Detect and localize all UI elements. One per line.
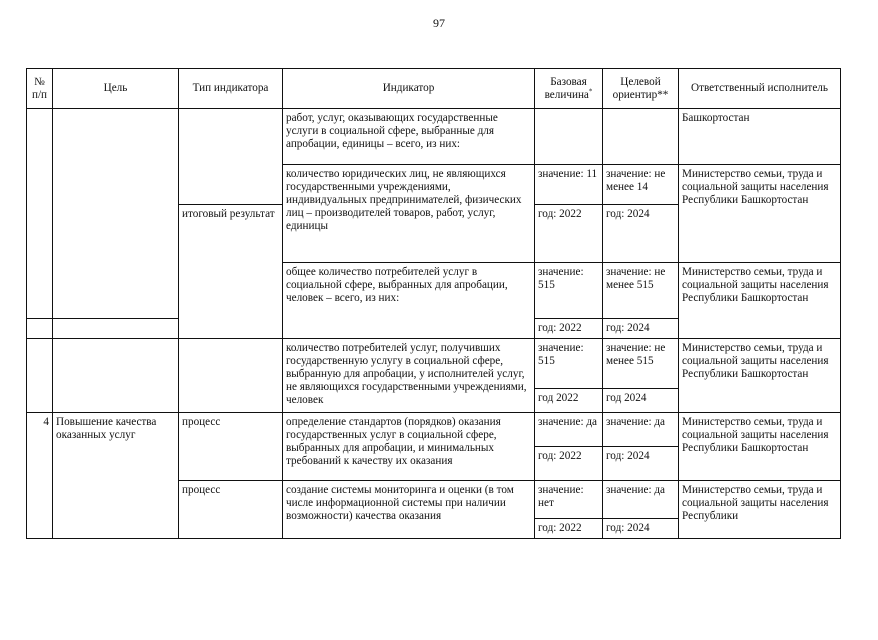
cell-type-cont [179, 339, 283, 413]
cell-target-value: значение: не менее 515 [603, 339, 679, 389]
cell-goal: Повышение качества оказанных услуг [53, 413, 179, 539]
cell-base-year: год 2022 [535, 389, 603, 413]
cell-type: процесс [179, 481, 283, 539]
header-base-star: * [588, 86, 593, 95]
cell-target-year: год: 2024 [603, 447, 679, 481]
cell-type: процесс [179, 413, 283, 481]
cell-executor: Министерство семьи, труда и социальной защиты населения Республики [679, 481, 841, 539]
page-number: 97 [433, 16, 445, 30]
cell-base-value: значение: нет [535, 481, 603, 519]
header-indicator: Индикатор [283, 69, 535, 109]
cell-base-value: значение: 515 [535, 339, 603, 389]
cell-indicator: количество юридических лиц, не являющихся государственными учреждениями, индивидуальных предпринимателей, физических лиц – производителей товаров, работ, услуг, единицы [283, 165, 535, 263]
table-header-row [27, 69, 841, 109]
header-num: № п/п [27, 69, 53, 109]
cell-base-value: значение: 11 [535, 165, 603, 205]
cell-executor: Министерство семьи, труда и социальной защиты населения Республики Башкортостан [679, 339, 841, 413]
cell-target-year: год: 2024 [603, 319, 679, 339]
cell-goal-cont [53, 339, 179, 413]
cell-target [603, 109, 679, 165]
cell-num: 4 [27, 413, 53, 539]
cell-executor: Министерство семьи, труда и социальной защиты населения Республики Башкортостан [679, 413, 841, 481]
cell-indicator: количество потребителей услуг, получивших государственную услугу в социальной сфере, выбранную для апробации, у исполнителей услуг, не являющихся государственными учреждениями, человек [283, 339, 535, 413]
header-type: Тип индикатора [179, 69, 283, 109]
cell-type: итоговый результат [179, 205, 283, 339]
cell-target-year: год 2024 [603, 389, 679, 413]
header-goal: Цель [53, 69, 179, 109]
table-row [27, 109, 841, 165]
cell-base-year: год: 2022 [535, 205, 603, 263]
cell-target-year: год: 2024 [603, 205, 679, 263]
header-base [535, 69, 603, 109]
cell-target-value: значение: да [603, 481, 679, 519]
cell-base-value: значение: 515 [535, 263, 603, 319]
cell-indicator: определение стандартов (порядков) оказания государственных услуг в социальной сфере, выбранных для апробации, и минимальных требований к качеству их оказания [283, 413, 535, 481]
cell-executor: Министерство семьи, труда и социальной защиты населения Республики Башкортостан [679, 165, 841, 263]
cell-base-year: год: 2022 [535, 319, 603, 339]
cell-num-cont [27, 339, 53, 413]
cell-indicator: общее количество потребителей услуг в социальной сфере, выбранных для апробации, человек – всего, из них: [283, 263, 535, 339]
cell-indicator: работ, услуг, оказывающих государственные услуги в социальной сфере, выбранные для апробации, единицы – всего, из них: [283, 109, 535, 165]
cell-indicator: создание системы мониторинга и оценки (в том числе информационной системы при наличии возможности) качества оказания [283, 481, 535, 539]
indicators-table [26, 68, 841, 539]
cell-base [535, 109, 603, 165]
cell-target-year: год: 2024 [603, 519, 679, 539]
cell-base-year: год: 2022 [535, 519, 603, 539]
cell-base-year: год: 2022 [535, 447, 603, 481]
table-row [27, 339, 841, 389]
cell-goal-cont [53, 319, 179, 339]
header-base-label: Базовая величина [544, 75, 589, 101]
cell-executor: Башкортостан [679, 109, 841, 165]
cell-type-cont [179, 109, 283, 205]
cell-target-value: значение: не менее 515 [603, 263, 679, 319]
header-target: Целевой ориентир** [603, 69, 679, 109]
cell-target-value: значение: да [603, 413, 679, 447]
cell-num-cont [27, 319, 53, 339]
header-executor: Ответственный исполнитель [679, 69, 841, 109]
cell-executor: Министерство семьи, труда и социальной защиты населения Республики Башкортостан [679, 263, 841, 339]
cell-goal-cont [53, 109, 179, 319]
cell-num-cont [27, 109, 53, 319]
table-row [27, 413, 841, 447]
cell-base-value: значение: да [535, 413, 603, 447]
cell-target-value: значение: не менее 14 [603, 165, 679, 205]
